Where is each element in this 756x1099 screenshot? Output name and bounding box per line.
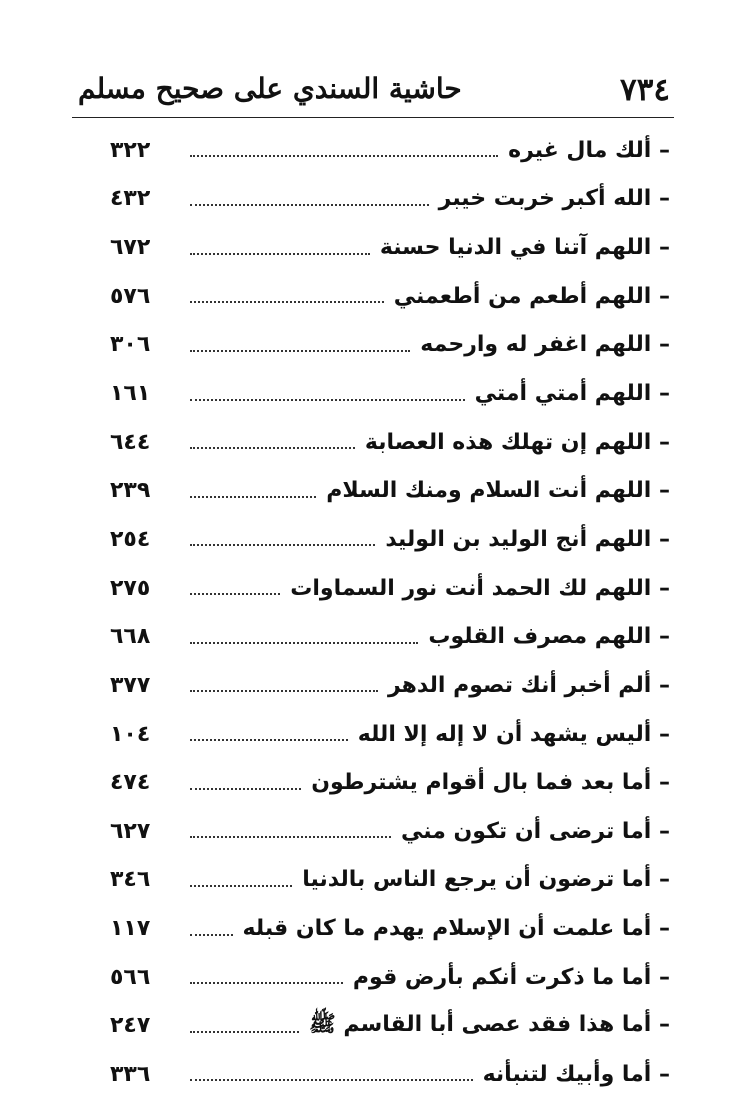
dot-leader — [190, 447, 355, 449]
entry-page-number: ١٠٤ — [110, 721, 151, 747]
entry-page-number: ٣٧٧ — [110, 672, 151, 698]
entry-text: – أليس يشهد أن لا إله إلا الله — [357, 721, 670, 747]
entry-page-number: ٦٤٤ — [110, 429, 151, 455]
dot-leader — [190, 399, 465, 401]
running-title: حاشية السندي على صحيح مسلم — [78, 72, 462, 105]
entry-text: – أما وأبيك لتنبأنه — [482, 1061, 670, 1087]
index-entry — [110, 272, 670, 321]
dot-leader — [190, 204, 429, 206]
index-entry — [110, 223, 670, 272]
entry-text: – اللهم إن تهلك هذه العصابة — [364, 429, 670, 455]
index-entry — [110, 369, 670, 418]
entry-page-number: ٤٧٤ — [110, 770, 151, 796]
dot-leader — [190, 788, 301, 790]
entry-text: – اللهم أنت السلام ومنك السلام — [326, 478, 670, 504]
index-entry — [110, 564, 670, 613]
entry-page-number: ٣٣٦ — [110, 1061, 151, 1087]
entry-text: – أما علمت أن الإسلام يهدم ما كان قبله — [242, 916, 670, 942]
dot-leader — [190, 836, 391, 838]
dot-leader — [190, 1031, 299, 1033]
dot-leader — [190, 642, 418, 644]
index-entry — [110, 466, 670, 515]
entry-page-number: ٣٤٦ — [110, 867, 151, 893]
index-entry — [110, 661, 670, 710]
header-rule — [72, 117, 674, 118]
index-entry — [110, 856, 670, 905]
dot-leader — [190, 934, 233, 936]
index-entry — [110, 418, 670, 467]
entry-text: – الله أكبر خربت خيبر — [438, 186, 670, 212]
dot-leader — [190, 690, 378, 692]
index-entry — [110, 710, 670, 759]
entry-page-number: ٣٠٦ — [110, 332, 151, 358]
entry-text: – اللهم أمتي أمتي — [474, 381, 670, 407]
entry-text: – اللهم أنج الوليد بن الوليد — [385, 526, 670, 552]
entry-text: – اللهم لك الحمد أنت نور السماوات — [290, 575, 670, 601]
entry-text: – اللهم مصرف القلوب — [428, 624, 670, 650]
entry-page-number: ٢٥٤ — [110, 526, 151, 552]
entry-text: – اللهم أطعم من أطعمني — [393, 283, 670, 309]
index-entry — [110, 515, 670, 564]
entry-page-number: ٥٦٦ — [110, 964, 151, 990]
index-entry — [110, 807, 670, 856]
entry-text: – ألم أخبر أنك تصوم الدهر — [387, 672, 670, 698]
dot-leader — [190, 301, 384, 303]
entry-text: – أما ترضى أن تكون مني — [401, 818, 670, 844]
index-list — [110, 126, 670, 1099]
entry-page-number: ٦٧٢ — [110, 235, 151, 261]
dot-leader — [190, 253, 370, 255]
dot-leader — [190, 496, 316, 498]
index-entry — [110, 175, 670, 224]
entry-text: – أما هذا فقد عصى أبا القاسم ﷺ — [309, 1011, 670, 1037]
entry-text: – أما بعد فما بال أقوام يشترطون — [311, 770, 670, 796]
dot-leader — [190, 593, 280, 595]
entry-text: – أما ترضون أن يرجع الناس بالدنيا — [302, 867, 670, 893]
index-entry — [110, 612, 670, 661]
entry-page-number: ٦٦٨ — [110, 624, 151, 650]
index-entry — [110, 758, 670, 807]
index-entry — [110, 1002, 670, 1051]
entry-text: – ألك مال غيره — [508, 137, 670, 163]
index-entry — [110, 126, 670, 175]
entry-page-number: ٢٤٧ — [110, 1013, 151, 1039]
entry-page-number: ٦٢٧ — [110, 818, 151, 844]
entry-page-number: ٥٧٦ — [110, 283, 151, 309]
entry-text: – أما ما ذكرت أنكم بأرض قوم — [352, 964, 670, 990]
page-header — [78, 68, 670, 116]
entry-page-number: ٣٢٢ — [110, 137, 151, 163]
entry-page-number: ٤٣٢ — [110, 186, 151, 212]
dot-leader — [190, 982, 343, 984]
page-number: ٧٣٤ — [620, 72, 670, 108]
entry-page-number: ٢٣٩ — [110, 478, 151, 504]
dot-leader — [190, 885, 292, 887]
entry-page-number: ١٦١ — [110, 381, 151, 407]
dot-leader — [190, 350, 410, 352]
index-entry — [110, 321, 670, 370]
entry-page-number: ١١٧ — [110, 916, 151, 942]
entry-page-number: ٢٧٥ — [110, 575, 151, 601]
dot-leader — [190, 544, 375, 546]
index-entry — [110, 904, 670, 953]
dot-leader — [190, 1079, 473, 1081]
dot-leader — [190, 155, 498, 157]
index-entry — [110, 953, 670, 1002]
index-entry — [110, 1050, 670, 1099]
entry-text: – اللهم آتنا في الدنيا حسنة — [379, 235, 670, 261]
entry-text: – اللهم اغفر له وارحمه — [420, 332, 670, 358]
dot-leader — [190, 739, 348, 741]
